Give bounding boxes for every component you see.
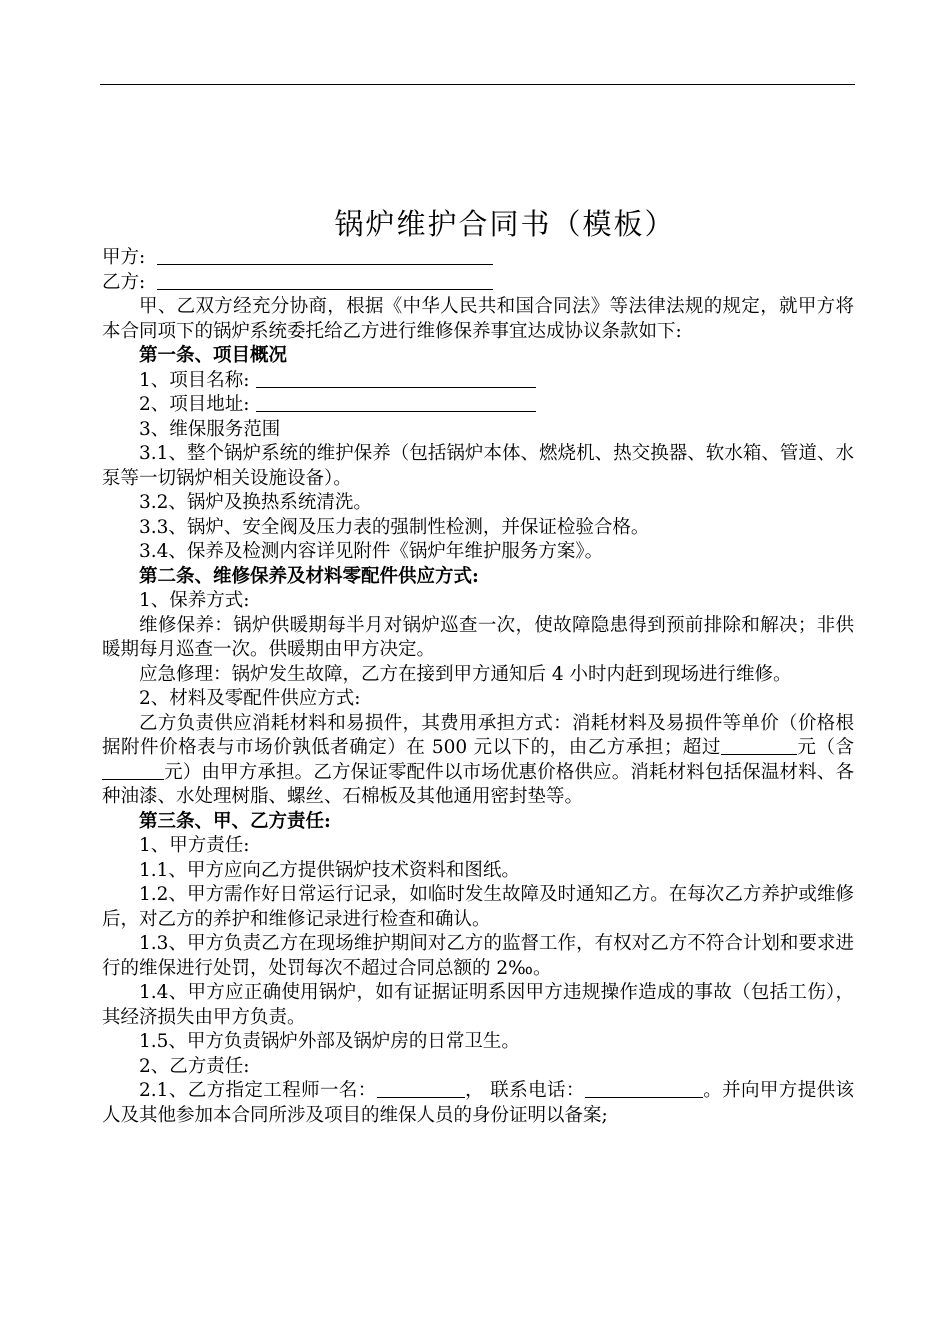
clause-3-3: 3.3、锅炉、安全阀及压力表的强制性检测，并保证检验合格。 (139, 516, 650, 538)
party-a-blank (157, 246, 493, 265)
supply-text-c: 元）由甲方承担。乙方保证零配件以市场优惠价格供应。消耗材料包括保温材料、各种油漆、水处理树脂、螺丝、石棉板及其他通用密封垫等。 (102, 761, 854, 807)
party-a-duty-heading: 1、甲方责任: (139, 835, 250, 856)
project-name-line (102, 369, 854, 394)
project-name-blank (256, 369, 536, 388)
party-a-label: 甲方: (102, 247, 146, 268)
project-address-blank (256, 393, 536, 412)
clause-3-4: 3.4、保养及检测内容详见附件《锅炉年维护服务方案》。 (139, 541, 604, 562)
supply-method-heading: 2、材料及零配件供应方式: (139, 688, 361, 709)
emergency-paragraph: 应急修理：锅炉发生故障，乙方在接到甲方通知后 4 小时内赶到现场进行维修。 (139, 663, 792, 685)
intro-paragraph: 甲、乙双方经充分协商，根据《中华人民共和国合同法》等法律法规的规定，就甲方将本合同项下的锅炉系统委托给乙方进行维修保养事宜达成协议条款如下: (102, 296, 854, 342)
phone-blank (585, 1081, 703, 1098)
clause-1-5: 1.5、甲方负责锅炉外部及锅炉房的日常卫生。 (139, 1031, 520, 1052)
document-body (102, 246, 854, 1128)
project-name-label: 1、项目名称: (139, 369, 250, 391)
clause-2-1-text-b: ， 联系电话： (464, 1080, 585, 1101)
project-address-label: 2、项目地址: (139, 394, 250, 415)
project-address-line (102, 393, 854, 418)
clause-3-2: 3.2、锅炉及换热系统清洗。 (139, 492, 372, 513)
clause-1-1: 1.1、甲方应向乙方提供锅炉技术资料和图纸。 (139, 859, 520, 881)
maintenance-method-heading: 1、保养方式: (139, 590, 250, 611)
service-scope: 3、维保服务范围 (139, 418, 281, 440)
engineer-blank (377, 1081, 465, 1098)
clause-2-1-text-a: 2.1、乙方指定工程师一名： (139, 1080, 377, 1101)
amount-blank-1 (721, 738, 797, 755)
maintenance-paragraph: 维修保养：锅炉供暖期每半月对锅炉巡查一次，使故障隐患得到预前排除和解决；非供暖期每月巡查一次。供暖期由甲方决定。 (102, 614, 854, 660)
clause-2-1-text-c: 。并向甲方提供该人及其他参加本合同所涉及项目的维保人员的身份证明以备案; (102, 1080, 854, 1126)
article-2-heading: 第二条、维修保养及材料零配件供应方式: (139, 565, 479, 587)
article-1-heading: 第一条、项目概况 (139, 345, 288, 366)
clause-1-3: 1.3、甲方负责乙方在现场维护期间对乙方的监督工作，有权对乙方不符合计划和要求进行的维保进行处罚，处罚每次不超过合同总额的 2‰。 (102, 933, 854, 979)
supply-text-b: 元（含 (796, 737, 854, 758)
supply-text-a: 乙方负责供应消耗材料和易损件，其费用承担方式：消耗材料及易损件等单价（价格根据附件价格表与市场价孰低者确定）在 500 元以下的，由乙方承担；超过 (102, 712, 854, 758)
clause-3-1: 3.1、整个锅炉系统的维护保养（包括锅炉本体、燃烧机、热交换器、软水箱、管道、水泵等一切锅炉相关设施设备）。 (102, 443, 854, 489)
party-a-line (102, 246, 854, 271)
clause-1-4: 1.4、甲方应正确使用锅炉，如有证据证明系因甲方违规操作造成的事故（包括工伤），其经济损失由甲方负责。 (102, 982, 854, 1028)
party-b-blank (157, 271, 493, 290)
document-title: 锅炉维护合同书（模板） (334, 207, 676, 241)
clause-2-1 (102, 1079, 854, 1128)
clause-1-2: 1.2、甲方需作好日常运行记录，如临时发生故障及时通知乙方。在每次乙方养护或维修后，对乙方的养护和维修记录进行检查和确认。 (102, 884, 854, 930)
header-rule (100, 84, 855, 85)
amount-blank-2 (102, 763, 164, 780)
party-b-label: 乙方: (102, 271, 146, 293)
party-b-duty-heading: 2、乙方责任: (139, 1055, 250, 1077)
article-3-heading: 第三条、甲、乙方责任: (139, 810, 331, 832)
supply-paragraph (102, 712, 854, 810)
party-b-line (102, 271, 854, 296)
